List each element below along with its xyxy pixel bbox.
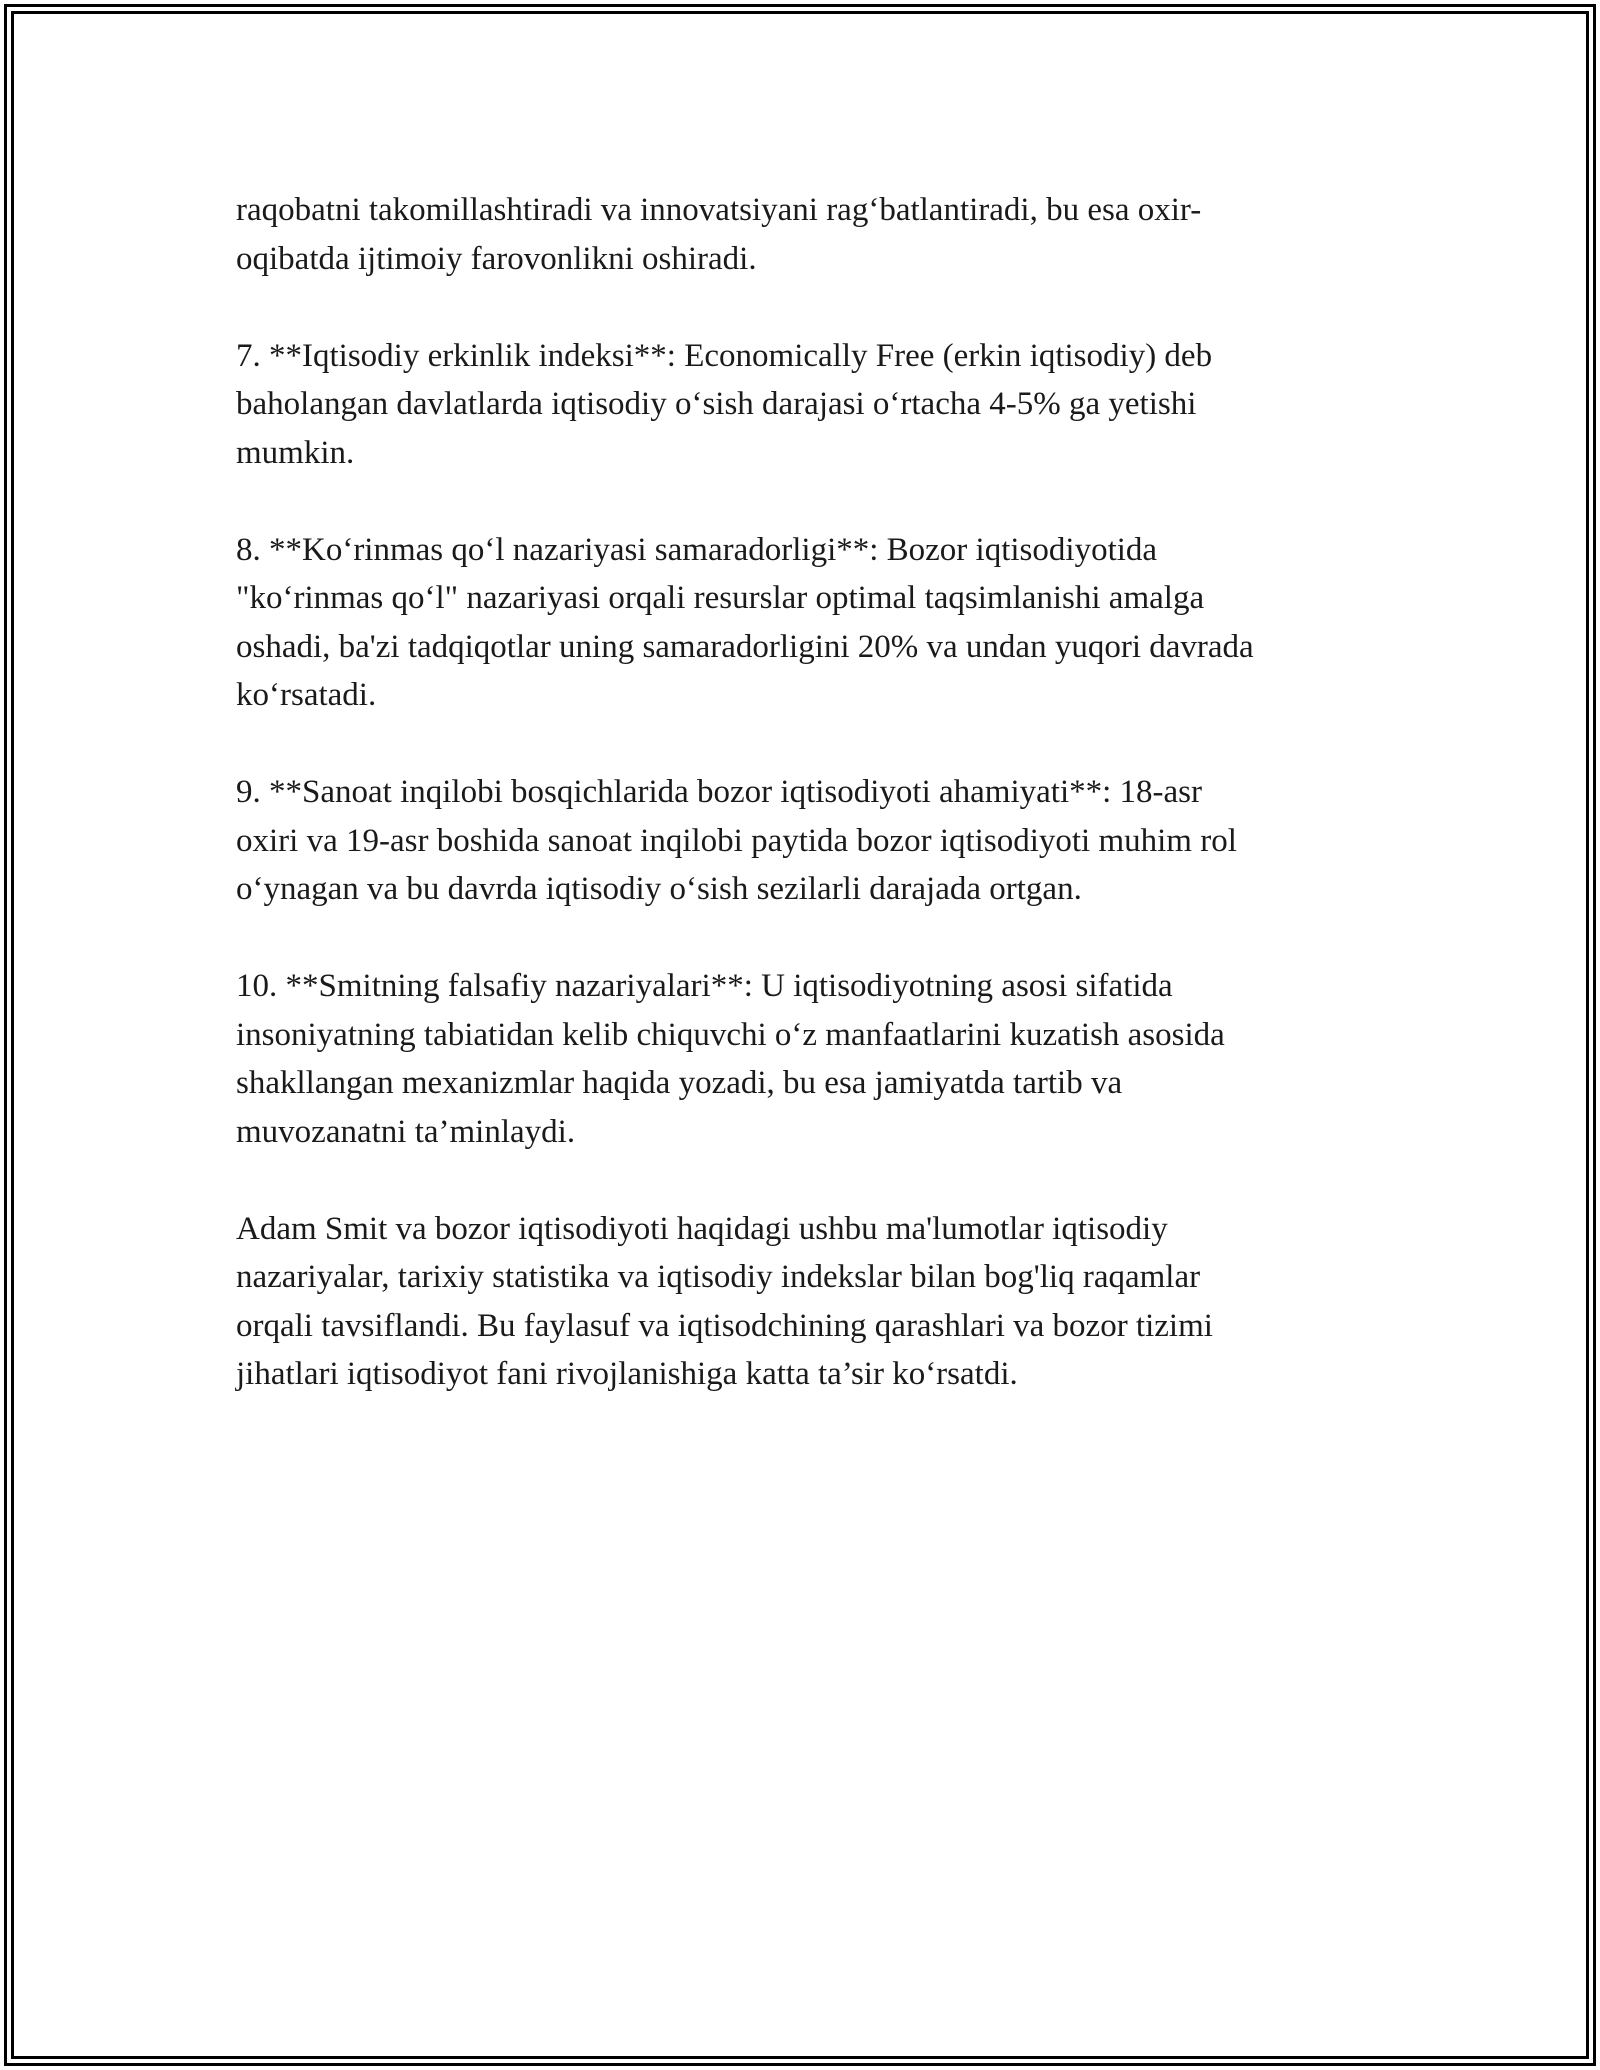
text-line: ko‘rsatadi. xyxy=(236,677,377,713)
text-line: oxiri va 19-asr boshida sanoat inqilobi paytida bozor iqtisodiyoti muhim rol xyxy=(236,822,1237,859)
text-line: 9. **Sanoat inqilobi bosqichlarida bozor iqtisodiyoti ahamiyati**: 18-asr xyxy=(236,774,1203,810)
paragraph-item-10 xyxy=(236,962,1386,1156)
text-line: muvozanatni ta’minlaydi. xyxy=(236,1113,576,1150)
text-line: oshadi, ba'zi tadqiqotlar uning samaradorligini 20% va undan yuqori davrada xyxy=(236,628,1254,665)
text-line: "ko‘rinmas qo‘l" nazariyasi orqali resurslar optimal taqsimlanishi amalga xyxy=(236,580,1205,616)
text-line: jihatlari iqtisodiyot fani rivojlanishiga katta ta’sir ko‘rsatdi. xyxy=(236,1356,1018,1392)
paragraph-conclusion xyxy=(236,1205,1386,1399)
paragraph-item-9 xyxy=(236,768,1386,914)
text-line: 10. **Smitning falsafiy nazariyalari**: U iqtisodiyotning asosi sifatida xyxy=(236,968,1173,1004)
text-line: oqibatda ijtimoiy farovonlikni oshiradi. xyxy=(236,240,757,277)
text-line: shakllangan mexanizmlar haqida yozadi, bu esa jamiyatda tartib va xyxy=(236,1065,1123,1101)
text-line: orqali tavsiflandi. Bu faylasuf va iqtisodchining qarashlari va bozor tizimi xyxy=(236,1307,1213,1344)
text-line: raqobatni takomillashtiradi va innovatsiyani rag‘batlantiradi, bu esa oxir- xyxy=(236,192,1202,228)
paragraph-item-7 xyxy=(236,332,1386,478)
text-line: nazariyalar, tarixiy statistika va iqtisodiy indekslar bilan bog'liq raqamlar xyxy=(236,1259,1201,1295)
paragraph-item-8 xyxy=(236,526,1386,720)
text-line: baholangan davlatlarda iqtisodiy o‘sish darajasi o‘rtacha 4-5% ga yetishi xyxy=(236,386,1197,422)
text-line: o‘ynagan va bu davrda iqtisodiy o‘sish sezilarli darajada ortgan. xyxy=(236,871,1082,907)
text-line: insoniyatning tabiatidan kelib chiquvchi o‘z manfaatlarini kuzatish asosida xyxy=(236,1016,1225,1053)
text-line: mumkin. xyxy=(236,434,355,471)
text-line: Adam Smit va bozor iqtisodiyoti haqidagi ushbu ma'lumotlar iqtisodiy xyxy=(236,1210,1168,1247)
text-line: 7. **Iqtisodiy erkinlik indeksi**: Economically Free (erkin iqtisodiy) deb xyxy=(236,337,1213,374)
paragraph-continuation xyxy=(236,186,1386,283)
page-body xyxy=(236,186,1386,1447)
text-line: 8. **Ko‘rinmas qo‘l nazariyasi samaradorligi**: Bozor iqtisodiyotida xyxy=(236,531,1158,568)
